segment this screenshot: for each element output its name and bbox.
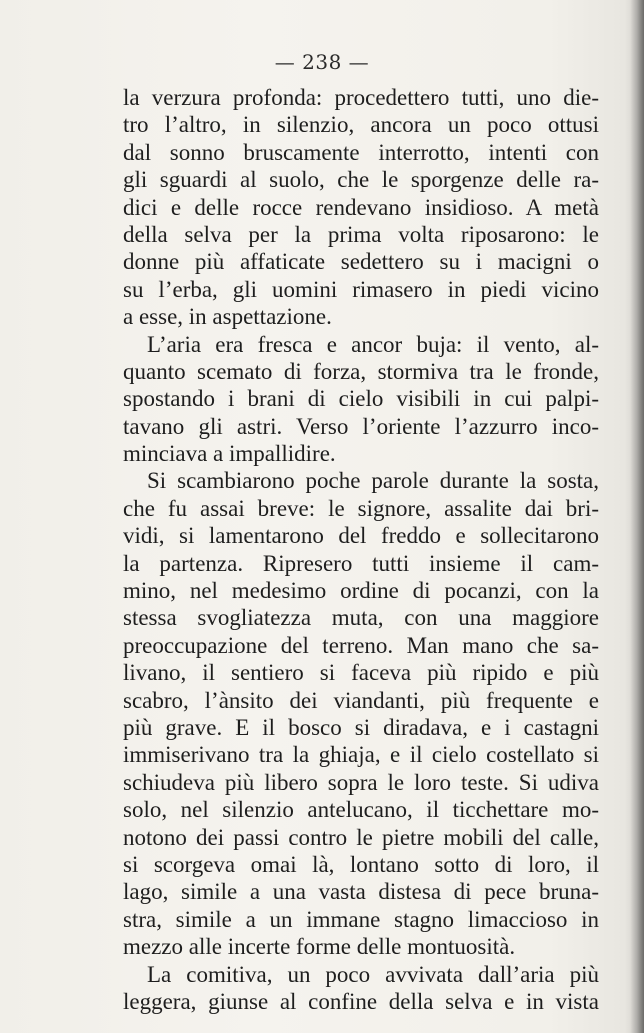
text-line: che fu assai breve: le signore, assalite dai bri- xyxy=(123,495,599,521)
text-line: gli sguardi al suolo, che le sporgenze delle ra- xyxy=(123,167,599,193)
text-line: vidi, si lamentarono del freddo e sollecitarono xyxy=(123,523,599,549)
text-line: scabro, l’ànsito dei viandanti, più frequente e xyxy=(123,687,599,713)
text-line: stessa svogliatezza muta, con una maggiore xyxy=(123,605,599,631)
text-line: preoccupazione del terreno. Man mano che sa- xyxy=(123,632,599,658)
text-line: della selva per la prima volta riposarono: le xyxy=(123,221,599,247)
text-line: La comitiva, un poco avvivata dall’aria più xyxy=(147,961,599,987)
text-line: livano, il sentiero si faceva più ripido e più xyxy=(123,660,599,686)
text-line: donne più affaticate sedettero su i macigni o xyxy=(123,249,599,275)
text-line: notono dei passi contro le pietre mobili del calle, xyxy=(123,824,599,850)
body-text xyxy=(123,84,599,1015)
text-line: L’aria era fresca e ancor buja: il vento, al- xyxy=(147,331,599,357)
text-line: immiserivano tra la ghiaja, e il cielo costellato si xyxy=(123,742,599,768)
text-line: dici e delle rocce rendevano insidioso. A metà xyxy=(123,194,599,220)
text-line: la verzura profonda: procedettero tutti, uno die- xyxy=(123,85,599,110)
text-line: tro l’altro, in silenzio, ancora un poco ottusi xyxy=(123,112,599,138)
text-line: schiudeva più libero sopra le loro teste. Si udiva xyxy=(123,769,599,795)
text-line: la partenza. Ripresero tutti insieme il cam- xyxy=(123,550,599,576)
text-line: leggera, giunse al confine della selva e in vista xyxy=(123,988,599,1014)
text-line: mezzo alle incerte forme delle montuosità. xyxy=(123,934,516,960)
text-line: più grave. E il bosco si diradava, e i castagni xyxy=(123,714,599,740)
text-line: a esse, in aspettazione. xyxy=(123,304,332,330)
text-line: tavano gli astri. Verso l’oriente l’azzurro inco- xyxy=(123,413,599,439)
text-line: lago, simile a una vasta distesa di pece bruna- xyxy=(123,879,599,905)
text-line: quanto scemato di forza, stormiva tra le fronde, xyxy=(123,358,599,384)
text-line: spostando i brani di cielo visibili in cui palpi- xyxy=(123,386,599,412)
text-line: Si scambiarono poche parole durante la sosta, xyxy=(147,468,599,494)
text-line: su l’erba, gli uomini rimasero in piedi vicino xyxy=(123,276,599,302)
text-line: si scorgeva omai là, lontano sotto di loro, il xyxy=(123,851,599,877)
text-line: solo, nel silenzio antelucano, il ticchettare mo- xyxy=(123,797,599,823)
text-line: minciava a impallidire. xyxy=(123,441,336,467)
text-line: dal sonno bruscamente interrotto, intenti con xyxy=(123,139,599,165)
text-line: stra, simile a un immane stagno limaccioso in xyxy=(123,906,599,932)
page-binding-shadow xyxy=(630,0,644,1033)
text-line: mino, nel medesimo ordine di pocanzi, con la xyxy=(123,578,599,604)
page-number: — 238 — xyxy=(274,50,370,74)
